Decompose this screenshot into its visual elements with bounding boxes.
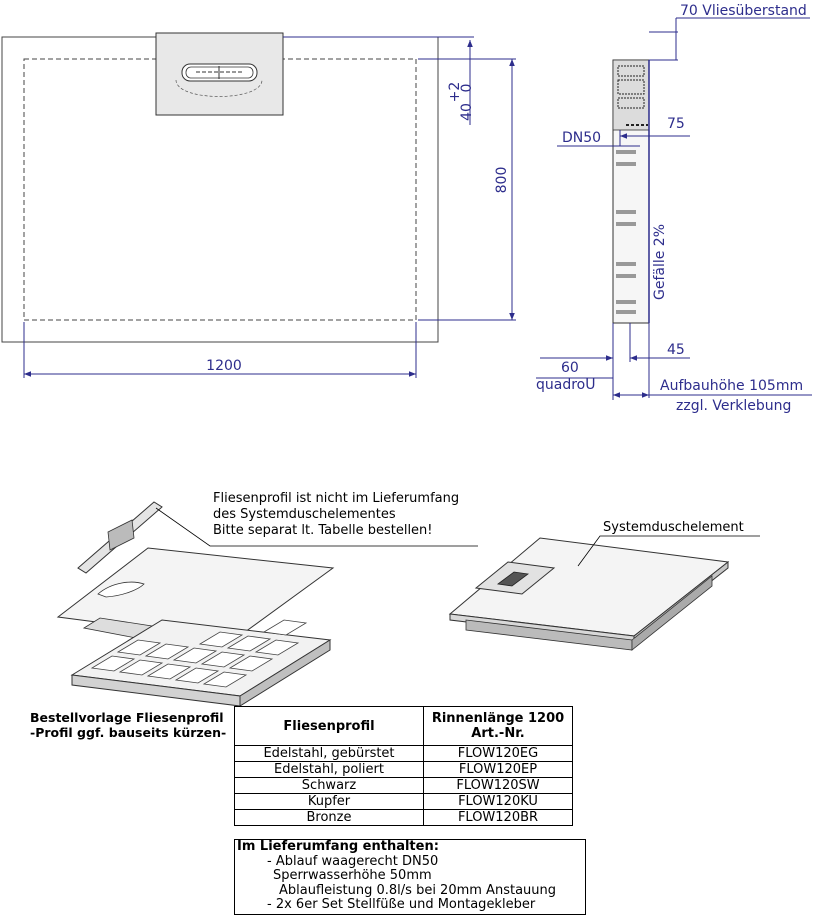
- article-cell: FLOW120EG: [424, 746, 573, 762]
- iso-assembled-view: [450, 520, 760, 650]
- label-slope: Gefälle 2%: [652, 223, 668, 301]
- article-cell: FLOW120KU: [424, 794, 573, 810]
- order-title-line-1: Bestellvorlage Fliesenprofil: [30, 710, 224, 725]
- dimension-offset-zero: 0: [459, 83, 475, 93]
- dimension-depth: 800: [494, 166, 510, 194]
- article-cell: FLOW120SW: [424, 778, 573, 794]
- order-title-line-2: -Profil ggf. bauseits kürzen-: [30, 725, 227, 740]
- dimension-60: 60: [561, 360, 579, 376]
- table-row: [235, 746, 573, 762]
- dimension-offset-plus: +2: [447, 81, 463, 103]
- label-dn50: DN50: [562, 130, 602, 146]
- dimension-width: 1200: [206, 358, 242, 374]
- profile-order-table: [234, 706, 573, 826]
- plan-view: [2, 33, 516, 378]
- delivery-item-drain-sub1: Sperrwasserhöhe 50mm: [273, 868, 432, 883]
- iso-exploded-view: [58, 491, 478, 706]
- dimension-offset-40: 40: [459, 103, 475, 121]
- profile-cell: Edelstahl, poliert: [235, 762, 424, 778]
- label-fleece-overhang: 70 Vliesüberstand: [680, 3, 807, 19]
- delivery-item-drain-sub2: Ablaufleistung 0.8l/s bei 20mm Anstauung: [279, 882, 556, 898]
- table-row: [235, 778, 573, 794]
- article-cell: FLOW120BR: [424, 810, 573, 826]
- note-line-2: des Systemduschelementes: [213, 507, 396, 522]
- table-header-row: [235, 707, 573, 746]
- order-template-title: [30, 710, 226, 740]
- delivery-scope-box: [234, 839, 586, 915]
- table-row: [235, 794, 573, 810]
- profile-cell: Edelstahl, gebürstet: [235, 746, 424, 762]
- dimension-45: 45: [667, 342, 685, 358]
- header-article: Rinnenlänge 1200 Art.-Nr.: [424, 707, 573, 746]
- label-quadro: quadroU: [536, 377, 596, 393]
- label-adhesive: zzgl. Verklebung: [676, 398, 792, 414]
- delivery-item-feet: - 2x 6er Set Stellfüße und Montagekleber: [267, 897, 536, 912]
- note-line-3: Bitte separat lt. Tabelle bestellen!: [213, 523, 433, 538]
- table-row: [235, 762, 573, 778]
- article-cell: FLOW120EP: [424, 762, 573, 778]
- header-profile: Fliesenprofil: [235, 707, 424, 746]
- delivery-item-drain: - Ablauf waagerecht DN50: [267, 853, 439, 869]
- section-view: [536, 3, 812, 414]
- label-build-height: Aufbauhöhe 105mm: [660, 378, 804, 394]
- profile-cell: Bronze: [235, 810, 424, 826]
- delivery-scope-title: Im Lieferumfang enthalten:: [237, 839, 439, 854]
- table-row: [235, 810, 573, 826]
- profile-cell: Schwarz: [235, 778, 424, 794]
- label-system-element: Systemduschelement: [603, 520, 744, 535]
- dimension-75: 75: [667, 116, 685, 132]
- profile-cell: Kupfer: [235, 794, 424, 810]
- note-line-1: Fliesenprofil ist nicht im Lieferumfang: [213, 491, 460, 506]
